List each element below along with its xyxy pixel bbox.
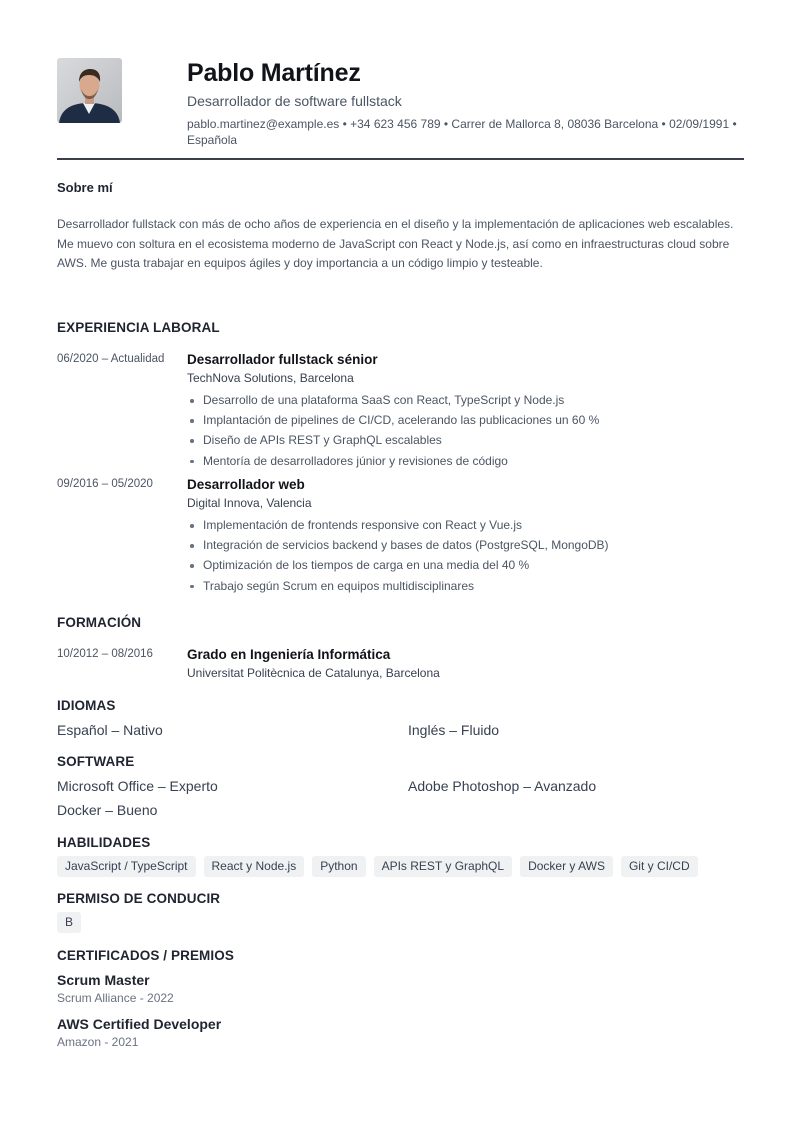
software-heading: SOFTWARE <box>57 754 135 769</box>
software-item: Microsoft Office – Experto <box>57 778 218 794</box>
certificate-title: Scrum Master <box>57 972 150 988</box>
language-item: Español – Nativo <box>57 722 163 738</box>
experience-role: Desarrollador fullstack sénior <box>187 352 378 367</box>
experience-role: Desarrollador web <box>187 477 305 492</box>
license-tag: B <box>57 912 81 933</box>
software-item: Docker – Bueno <box>57 802 158 818</box>
about-text: Desarrollador fullstack con más de ocho años de experiencia en el diseño y la implementación de aplicaciones web escalables. Me muevo con soltura en el ecosistema moderno de JavaScript con React y Node.js, así como en infraestructuras cloud sobre AWS. Me gusta trabajar en equipos ágiles y doy importancia a un código limpio y testeable. <box>57 217 734 271</box>
skills-heading: HABILIDADES <box>57 835 151 850</box>
candidate-job-title: Desarrollador de software fullstack <box>187 93 402 109</box>
experience-bullets <box>187 390 599 471</box>
certificates-heading: CERTIFICADOS / PREMIOS <box>57 948 234 963</box>
list-item: Trabajo según Scrum en equipos multidisciplinares <box>203 576 609 596</box>
experience-heading: EXPERIENCIA LABORAL <box>57 320 220 335</box>
experience-bullets <box>187 515 609 596</box>
contact-details: pablo.martinez@example.es • +34 623 456 789 • Carrer de Mallorca 8, 08036 Barcelona • 02/09/1991 • Española <box>187 117 737 147</box>
about-heading: Sobre mí <box>57 180 113 195</box>
list-item: Diseño de APIs REST y GraphQL escalables <box>203 430 599 450</box>
list-item: Desarrollo de una plataforma SaaS con React, TypeScript y Node.js <box>203 390 599 410</box>
person-avatar-icon <box>57 58 122 123</box>
candidate-name: Pablo Martínez <box>187 59 361 87</box>
certificate-title: AWS Certified Developer <box>57 1016 222 1032</box>
skill-tag: Docker y AWS <box>520 856 613 877</box>
software-item: Adobe Photoshop – Avanzado <box>408 778 597 794</box>
skill-tag: React y Node.js <box>204 856 305 877</box>
skill-tag: Git y CI/CD <box>621 856 698 877</box>
skills-tags <box>57 856 698 877</box>
education-date: 10/2012 – 08/2016 <box>57 648 153 660</box>
list-item: Optimización de los tiempos de carga en una media del 40 % <box>203 555 609 575</box>
certificate-issuer: Amazon - 2021 <box>57 1035 139 1049</box>
skill-tag: Python <box>312 856 365 877</box>
license-heading: PERMISO DE CONDUCIR <box>57 891 221 906</box>
language-item: Inglés – Fluido <box>408 722 500 738</box>
license-tags <box>57 912 81 933</box>
list-item: Integración de servicios backend y bases de datos (PostgreSQL, MongoDB) <box>203 535 609 555</box>
skill-tag: JavaScript / TypeScript <box>57 856 196 877</box>
skill-tag: APIs REST y GraphQL <box>374 856 513 877</box>
list-item: Mentoría de desarrolladores júnior y revisiones de código <box>203 451 599 471</box>
experience-company: Digital Innova, Valencia <box>187 496 312 510</box>
certificate-issuer: Scrum Alliance - 2022 <box>57 991 174 1005</box>
header-divider <box>57 158 744 160</box>
education-school: Universitat Politècnica de Catalunya, Barcelona <box>187 666 440 680</box>
education-heading: FORMACIÓN <box>57 615 142 630</box>
profile-photo <box>57 58 122 123</box>
experience-company: TechNova Solutions, Barcelona <box>187 371 354 385</box>
experience-date: 09/2016 – 05/2020 <box>57 478 153 490</box>
education-degree: Grado en Ingeniería Informática <box>187 647 391 662</box>
experience-date: 06/2020 – Actualidad <box>57 353 165 365</box>
list-item: Implementación de frontends responsive con React y Vue.js <box>203 515 609 535</box>
list-item: Implantación de pipelines de CI/CD, acelerando las publicaciones un 60 % <box>203 410 599 430</box>
languages-heading: IDIOMAS <box>57 698 116 713</box>
